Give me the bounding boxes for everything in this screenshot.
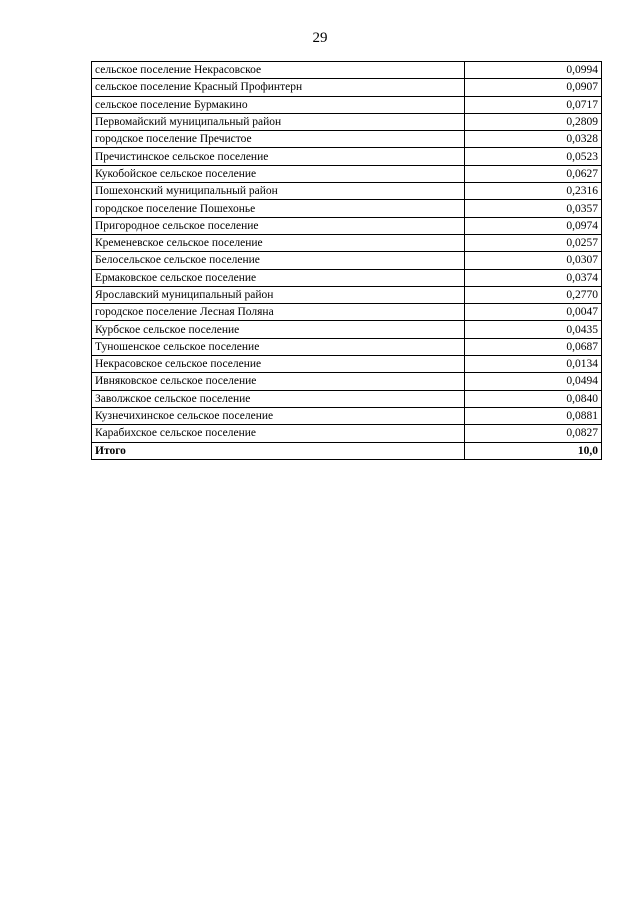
table-row bbox=[92, 269, 602, 286]
row-value-cell: 0,0881 bbox=[465, 407, 602, 424]
row-name-cell: сельское поселение Бурмакино bbox=[92, 96, 465, 113]
table-row bbox=[92, 407, 602, 424]
table-row bbox=[92, 373, 602, 390]
row-name-cell: городское поселение Пошехонье bbox=[92, 200, 465, 217]
row-name-cell: Ермаковское сельское поселение bbox=[92, 269, 465, 286]
row-name-cell: Ивняковское сельское поселение bbox=[92, 373, 465, 390]
table-row bbox=[92, 131, 602, 148]
row-value-cell: 0,0435 bbox=[465, 321, 602, 338]
row-value-cell: 0,0374 bbox=[465, 269, 602, 286]
row-name-cell: сельское поселение Красный Профинтерн bbox=[92, 79, 465, 96]
row-name-cell: Туношенское сельское поселение bbox=[92, 338, 465, 355]
table-row bbox=[92, 217, 602, 234]
row-name-cell: Пошехонский муниципальный район bbox=[92, 183, 465, 200]
table-row bbox=[92, 165, 602, 182]
total-row bbox=[92, 442, 602, 459]
table-row bbox=[92, 390, 602, 407]
row-name-cell: сельское поселение Некрасовское bbox=[92, 62, 465, 79]
row-value-cell: 0,0357 bbox=[465, 200, 602, 217]
row-name-cell: Курбское сельское поселение bbox=[92, 321, 465, 338]
table-row bbox=[92, 200, 602, 217]
row-value-cell: 0,0717 bbox=[465, 96, 602, 113]
row-name-cell: Кузнечихинское сельское поселение bbox=[92, 407, 465, 424]
table-row bbox=[92, 425, 602, 442]
row-name-cell: городское поселение Пречистое bbox=[92, 131, 465, 148]
row-name-cell: городское поселение Лесная Поляна bbox=[92, 304, 465, 321]
row-value-cell: 0,0827 bbox=[465, 425, 602, 442]
table-row bbox=[92, 183, 602, 200]
row-value-cell: 0,0257 bbox=[465, 234, 602, 251]
row-value-cell: 0,0328 bbox=[465, 131, 602, 148]
total-label-cell: Итого bbox=[92, 442, 465, 459]
table-row bbox=[92, 234, 602, 251]
table-row bbox=[92, 321, 602, 338]
row-value-cell: 0,0907 bbox=[465, 79, 602, 96]
total-value-cell: 10,0 bbox=[465, 442, 602, 459]
table-row bbox=[92, 304, 602, 321]
row-value-cell: 0,0494 bbox=[465, 373, 602, 390]
row-value-cell: 0,0134 bbox=[465, 356, 602, 373]
table-row bbox=[92, 148, 602, 165]
row-name-cell: Некрасовское сельское поселение bbox=[92, 356, 465, 373]
row-value-cell: 0,0047 bbox=[465, 304, 602, 321]
row-name-cell: Кукобойское сельское поселение bbox=[92, 165, 465, 182]
table-row bbox=[92, 338, 602, 355]
row-value-cell: 0,2316 bbox=[465, 183, 602, 200]
table-row bbox=[92, 62, 602, 79]
row-name-cell: Кременевское сельское поселение bbox=[92, 234, 465, 251]
row-value-cell: 0,0523 bbox=[465, 148, 602, 165]
table-row bbox=[92, 79, 602, 96]
row-value-cell: 0,0994 bbox=[465, 62, 602, 79]
row-value-cell: 0,0840 bbox=[465, 390, 602, 407]
row-value-cell: 0,0627 bbox=[465, 165, 602, 182]
row-value-cell: 0,0687 bbox=[465, 338, 602, 355]
row-name-cell: Карабихское сельское поселение bbox=[92, 425, 465, 442]
table-row bbox=[92, 356, 602, 373]
page-number: 29 bbox=[312, 30, 328, 46]
table-row bbox=[92, 286, 602, 303]
table-row bbox=[92, 96, 602, 113]
row-name-cell: Пречистинское сельское поселение bbox=[92, 148, 465, 165]
row-value-cell: 0,0974 bbox=[465, 217, 602, 234]
table-row bbox=[92, 252, 602, 269]
row-value-cell: 0,2770 bbox=[465, 286, 602, 303]
row-name-cell: Белосельское сельское поселение bbox=[92, 252, 465, 269]
row-name-cell: Пригородное сельское поселение bbox=[92, 217, 465, 234]
row-name-cell: Первомайский муниципальный район bbox=[92, 113, 465, 130]
row-value-cell: 0,0307 bbox=[465, 252, 602, 269]
table-row bbox=[92, 113, 602, 130]
distribution-table bbox=[91, 61, 602, 460]
row-name-cell: Заволжское сельское поселение bbox=[92, 390, 465, 407]
row-name-cell: Ярославский муниципальный район bbox=[92, 286, 465, 303]
row-value-cell: 0,2809 bbox=[465, 113, 602, 130]
